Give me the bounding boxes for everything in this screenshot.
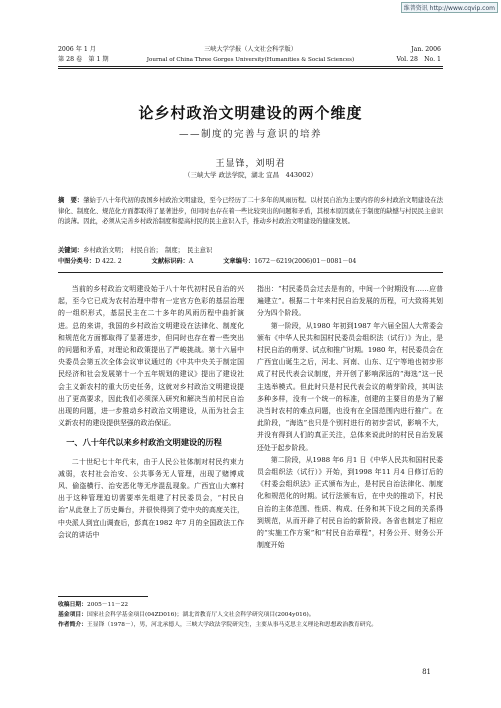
abstract-label: 摘 要： <box>58 197 84 204</box>
keywords-text: 乡村政治文明； 村民自治； 制度； 民主意识 <box>83 247 213 254</box>
header-rule-thin <box>58 68 443 69</box>
authors: 王显锋，刘明君 <box>215 159 286 169</box>
header-volume-left: 第 28 卷 第 1 期 <box>58 56 109 63</box>
header-date-left: 2006 年 1 月 <box>58 46 96 53</box>
header-date-right: Jan. 2006 <box>411 46 441 53</box>
footnote-fund: 基金项目：国家社会科学基金项目(04ZD016)；湖北省教育厅人文社会科学研究项目(2004y016)。 <box>58 612 315 618</box>
right-paragraph-2: 第一阶段，从1980 年初到1987 年六届全国人大常委会颁布《中华人民共和国村民委员会组织法（试行）》为止，是村民自治的萌芽、试点和推广时期。1980 年，村民委员会在广西宜山诞生之后，河北、河南、山东、辽宁等地也初步形成了村民代表会议制度，并开创了影响深远的“海选”这一民主选举模式。但此时只是村民代表会议的萌芽阶段，其叫法多种多样，没有一个统一的标准，创建的主要目的是为了解决当时农村的难点问题，也没有在全国范围内进行推广。在此阶段，“海选”也只是个别村进行的初步尝试，影响不大，并没有得到人们的真正关注，总体来说此时的村民自治发展还处于起步阶段。 <box>257 321 443 452</box>
footnotes <box>58 600 478 630</box>
footnote-rule <box>58 596 148 597</box>
affiliation: （三峡大学 政法学院，湖北 宜昌 443002） <box>184 171 317 179</box>
abstract-text: 肇始于八十年代初的我国乡村政治文明建设，至今已经历了二十多年的风雨历程。以村民自治为主要内容的乡村政治文明建设在法律化、制度化、规范化方面都取得了显著进步，但同时也存在着一些比较突出的问题和矛盾，其根本原因就在于制度的缺憾与村民民主意识的淡薄。因此，必须从完善乡村政治制度和提高村民的民主意识入手，推动乡村政治文明建设的健康发展。 <box>58 197 444 226</box>
section-heading-1: 一、八十年代以来乡村政治文明建设的历程 <box>66 437 222 448</box>
classification-line <box>58 256 458 265</box>
doc-code-label: 文献标识码： <box>151 258 189 265</box>
right-paragraph-3: 第二阶段，从1988 年6 月1 日《中华人民共和国村民委员会组织法（试行）》开始，到1998 年11 月4 日修订后的《村委会组织法》正式颁布为止，是村民自治法律化、制度化和规范化的时期。试行法颁布后，在中央的推动下，村民自治的主体范围、性质、构成、任务和其下设之间的关系得到规范，从而开辟了村民自治的新阶段。各省也制定了相应的“实施工作方案”和“村民自治章程”，村务公开、财务公开制度开始 <box>257 455 443 550</box>
header-journal-cn: 三峡大学学报（人文社会科学版） <box>204 46 297 53</box>
header-journal-en: Journal of China Three Gorges University(Humanities & Social Sciences) <box>146 57 355 63</box>
article-number-label: 文章编号： <box>223 258 255 265</box>
clc-value: D 422. 2 <box>95 258 122 265</box>
left-paragraph-1: 当前的乡村政治文明建设始于八十年代初村民自治的兴起，至今它已成为农村治理中带有一定官方色彩的基层治理的一组织形式，基层民主在二十多年的风雨历程中曲折演进。总的来讲，我国的乡村政治文明建设在法律化、制度化和规范化方面都取得了显著进步，但同时也存在着一些突出的问题和矛盾，对理论和政策提出了严峻挑战。第十六届中央委员会第五次全体会议审议通过的《中共中央关于制定国民经济和社会发展第十一个五年规划的建议》提出了建设社会主义新农村的重大历史任务，这就对乡村政治文明建设提出了更高要求，因此我们必须深入研究和解决当前村民自治出现的问题，进一步推动乡村政治文明建设，从而为社会主义新农村的建设提供坚强的政治保证。 <box>58 285 244 428</box>
keywords-label: 关键词： <box>58 247 84 254</box>
article-number-value: 1672－6219(2006)01－0081－04 <box>254 258 357 265</box>
left-paragraph-2: 二十世纪七十年代末，由于人民公社体制对村民约束力减弱，农村社会治安、公共事务无人管理，出现了赌博成风、偷盗横行、治安恶化等无序混乱现象。广西宜山大寨村出于这种管理迫切需要率先组建了村民委员会，“村民自治”从此登上了历史舞台，并很快得到了党中央的高度关注，中央派人到宜山调查后，彭真在1982 年7 月的全国政法工作会议的讲话中 <box>58 457 244 539</box>
article-subtitle: ——制度的完善与意识的培养 <box>178 129 322 140</box>
footnote-received: 收稿日期：2005－11－22 <box>58 602 129 608</box>
abstract-divider <box>58 272 443 273</box>
left-column <box>58 283 244 541</box>
clc-label: 中图分类号： <box>58 258 96 265</box>
header-rule <box>58 66 443 67</box>
page-number: 81 <box>422 668 431 676</box>
watermark-stamp: 维普资讯 http://www.cqvip.com <box>401 2 498 13</box>
right-column <box>257 283 443 551</box>
header-volume-right: Vol. 28 No. 1 <box>396 56 441 63</box>
article-title: 论乡村政治文明建设的两个维度 <box>138 104 363 122</box>
doc-code-value: A <box>188 258 194 265</box>
keywords <box>58 245 443 254</box>
footnote-author: 作者简介：王显锋（1978－），男，河北承德人，三峡大学政法学院研究生，主要从事马克思主义理论和思想政治教育研究。 <box>58 622 378 628</box>
abstract <box>58 196 443 228</box>
right-paragraph-1: 指出：“村民委员会过去是有的，中间一个时期没有……应普遍建立”。根据二十年来村民自治发展的历程，可大致将其划分为四个阶段。 <box>257 285 443 318</box>
